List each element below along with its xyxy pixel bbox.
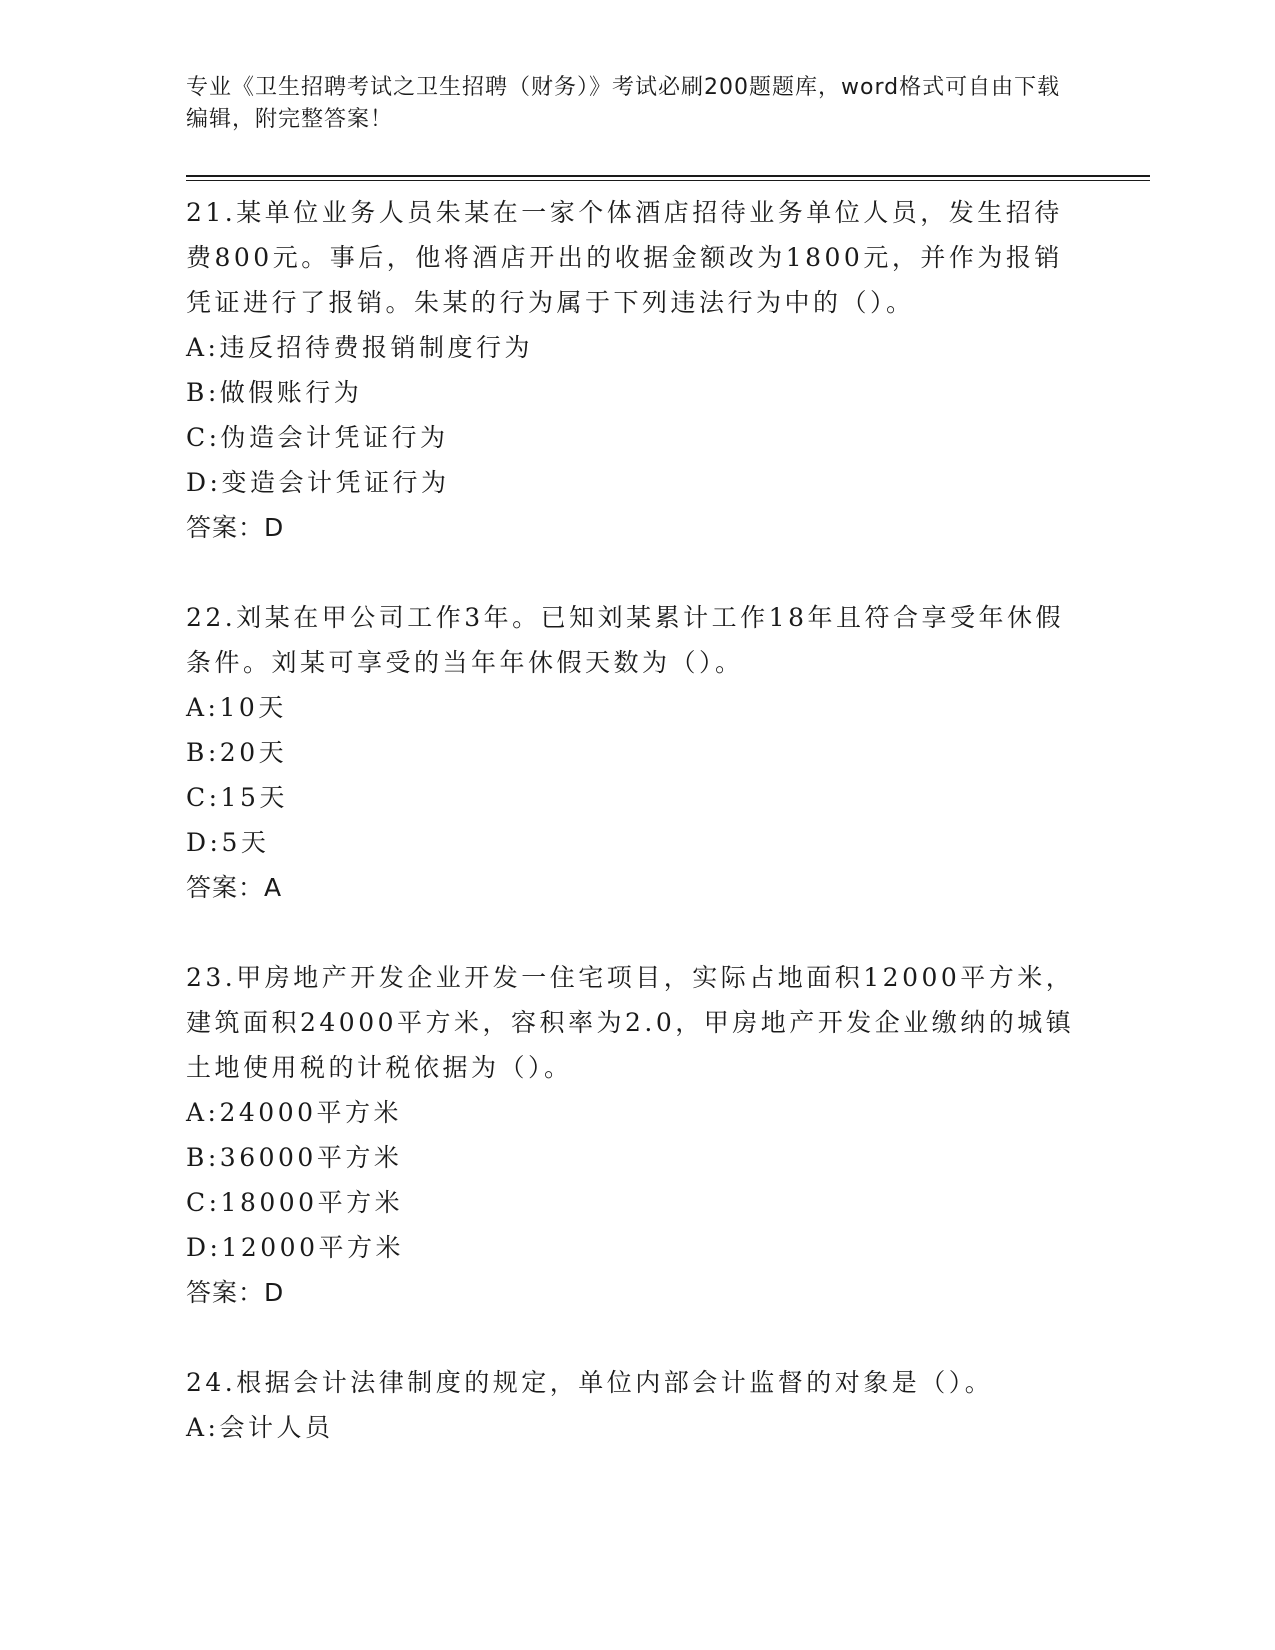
option-c: C:15天 (186, 783, 288, 812)
question-24 (186, 1360, 1086, 1450)
question-22 (186, 595, 1086, 910)
question-21 (186, 190, 1086, 550)
option-a: A:违反招待费报销制度行为 (186, 333, 533, 362)
question-text: 21.某单位业务人员朱某在一家个体酒店招待业务单位人员，发生招待费800元。事后，他将酒店开出的收据金额改为1800元，并作为报销凭证进行了报销。朱某的行为属于下列违法行为中的（）。 (186, 198, 1063, 317)
option-a: A:10天 (186, 693, 287, 722)
header-divider-thin (186, 180, 1150, 181)
option-a: A:会计人员 (186, 1413, 334, 1442)
option-a: A:24000平方米 (186, 1098, 403, 1127)
option-c: C:伪造会计凭证行为 (186, 423, 449, 452)
question-23 (186, 955, 1086, 1315)
answer: 答案：D (186, 1278, 285, 1307)
option-d: D:5天 (186, 828, 270, 857)
option-c: C:18000平方米 (186, 1188, 404, 1217)
option-b: B:36000平方米 (186, 1143, 403, 1172)
answer: 答案：D (186, 513, 285, 542)
header-divider-thick (186, 175, 1150, 177)
option-b: B:20天 (186, 738, 288, 767)
question-text: 24.根据会计法律制度的规定，单位内部会计监督的对象是（）。 (186, 1368, 994, 1397)
answer: 答案：A (186, 873, 283, 902)
option-d: D:变造会计凭证行为 (186, 468, 450, 497)
option-b: B:做假账行为 (186, 378, 363, 407)
document-header: 专业《卫生招聘考试之卫生招聘（财务）》考试必刷200题题库，word格式可自由下载编辑，附完整答案！ (186, 75, 1061, 132)
question-list (186, 190, 1086, 1495)
option-d: D:12000平方米 (186, 1233, 404, 1262)
question-text: 23.甲房地产开发企业开发一住宅项目，实际占地面积12000平方米，建筑面积24000平方米，容积率为2.0，甲房地产开发企业缴纳的城镇土地使用税的计税依据为（）。 (186, 963, 1075, 1082)
question-text: 22.刘某在甲公司工作3年。已知刘某累计工作18年且符合享受年休假条件。刘某可享受的当年年休假天数为（）。 (186, 603, 1064, 677)
